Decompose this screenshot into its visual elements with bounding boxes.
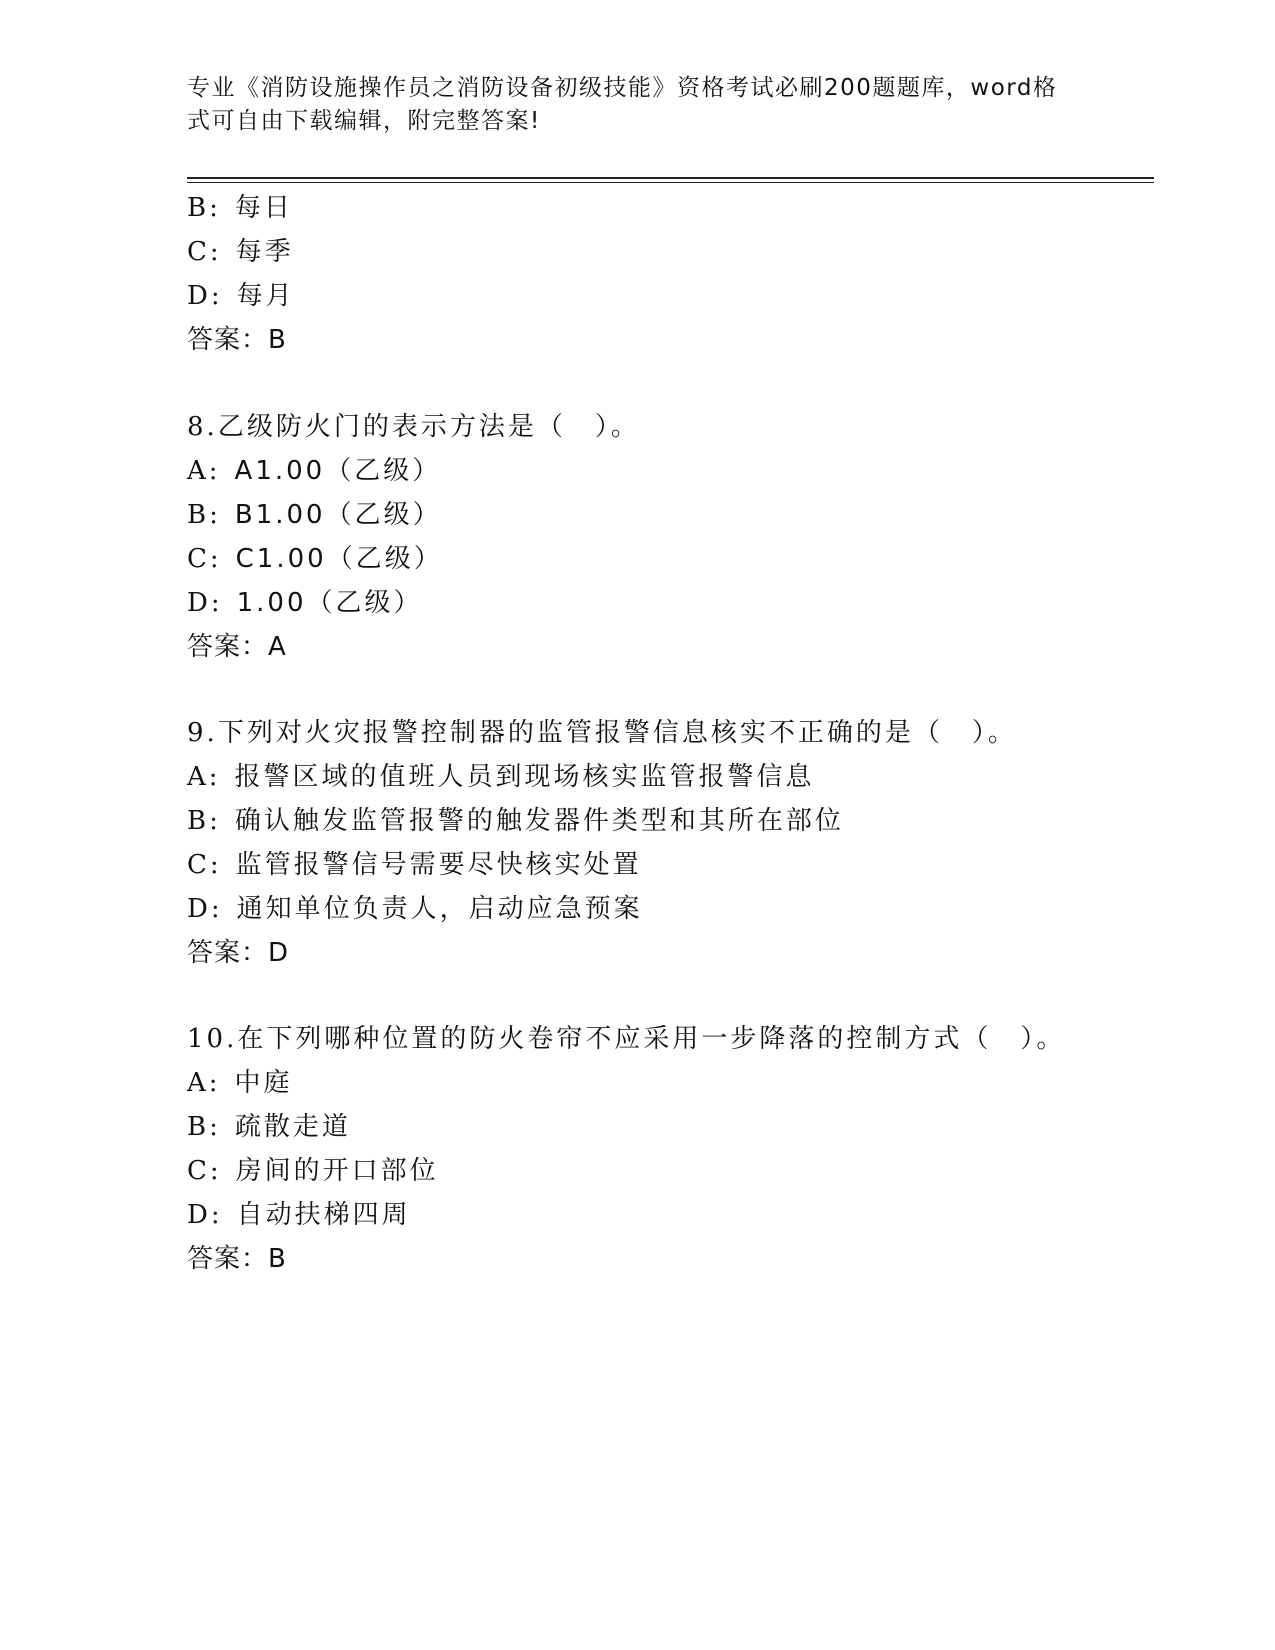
option-label: D: (187, 894, 223, 924)
option-label: C: (187, 1156, 222, 1186)
option-text: 每月 (236, 281, 295, 311)
option-row (187, 1066, 293, 1100)
option-row (187, 760, 815, 794)
option-row (187, 1198, 411, 1232)
option-text: 1.00（乙级） (236, 588, 423, 618)
option-row (187, 454, 441, 488)
option-text: C1.00（乙级） (235, 544, 443, 574)
option-row (187, 1154, 439, 1188)
answer-line: 答案：B (187, 1244, 287, 1274)
answer-line: 答案：B (187, 325, 287, 355)
question-number: 9. (187, 718, 218, 748)
option-label: A: (187, 456, 221, 486)
option-row (187, 235, 294, 269)
question-stem (187, 410, 640, 444)
option-label: B: (187, 193, 221, 223)
option-text: 房间的开口部位 (235, 1156, 439, 1186)
option-text: 自动扶梯四周 (236, 1200, 411, 1230)
option-label: C: (187, 850, 222, 880)
option-row (187, 542, 443, 576)
option-text: 通知单位负责人，启动应急预案 (236, 894, 643, 924)
question-stem (187, 716, 1017, 750)
question-number: 8. (187, 412, 218, 442)
option-text: A1.00（乙级） (234, 456, 442, 486)
option-row (187, 804, 844, 838)
option-text: 确认触发监管报警的触发器件类型和其所在部位 (234, 806, 844, 836)
option-label: B: (187, 806, 221, 836)
option-text: 报警区域的值班人员到现场核实监管报警信息 (234, 762, 815, 792)
question-stem (187, 1022, 1065, 1056)
question-number: 10. (187, 1024, 238, 1054)
option-row (187, 191, 293, 225)
answer-line: 答案：D (187, 938, 290, 968)
option-row (187, 892, 643, 926)
option-row (187, 279, 295, 313)
option-label: C: (187, 237, 222, 267)
option-label: A: (187, 1068, 221, 1098)
option-label: B: (187, 1112, 221, 1142)
option-text: B1.00（乙级） (234, 500, 442, 530)
question-text: 下列对火灾报警控制器的监管报警信息核实不正确的是（ ）。 (217, 718, 1017, 748)
question-text: 在下列哪种位置的防火卷帘不应采用一步降落的控制方式（ ）。 (237, 1024, 1066, 1054)
option-text: 中庭 (234, 1068, 293, 1098)
option-row (187, 586, 423, 620)
option-row (187, 498, 442, 532)
option-label: D: (187, 1200, 223, 1230)
option-label: C: (187, 544, 222, 574)
header-divider-thick (187, 177, 1154, 179)
document-header: 专业《消防设施操作员之消防设备初级技能》资格考试必刷200题题库，word格式可自由下载编辑，附完整答案! (187, 75, 1058, 134)
option-text: 每日 (234, 193, 293, 223)
option-row (187, 1110, 351, 1144)
option-text: 监管报警信号需要尽快核实处置 (235, 850, 642, 880)
option-label: A: (187, 762, 221, 792)
question-text: 乙级防火门的表示方法是（ ）。 (217, 412, 640, 442)
option-label: D: (187, 281, 223, 311)
option-row (187, 848, 642, 882)
option-label: D: (187, 588, 223, 618)
option-text: 每季 (235, 237, 294, 267)
answer-line: 答案：A (187, 632, 287, 662)
option-text: 疏散走道 (234, 1112, 351, 1142)
option-label: B: (187, 500, 221, 530)
header-divider-thin (187, 182, 1154, 183)
